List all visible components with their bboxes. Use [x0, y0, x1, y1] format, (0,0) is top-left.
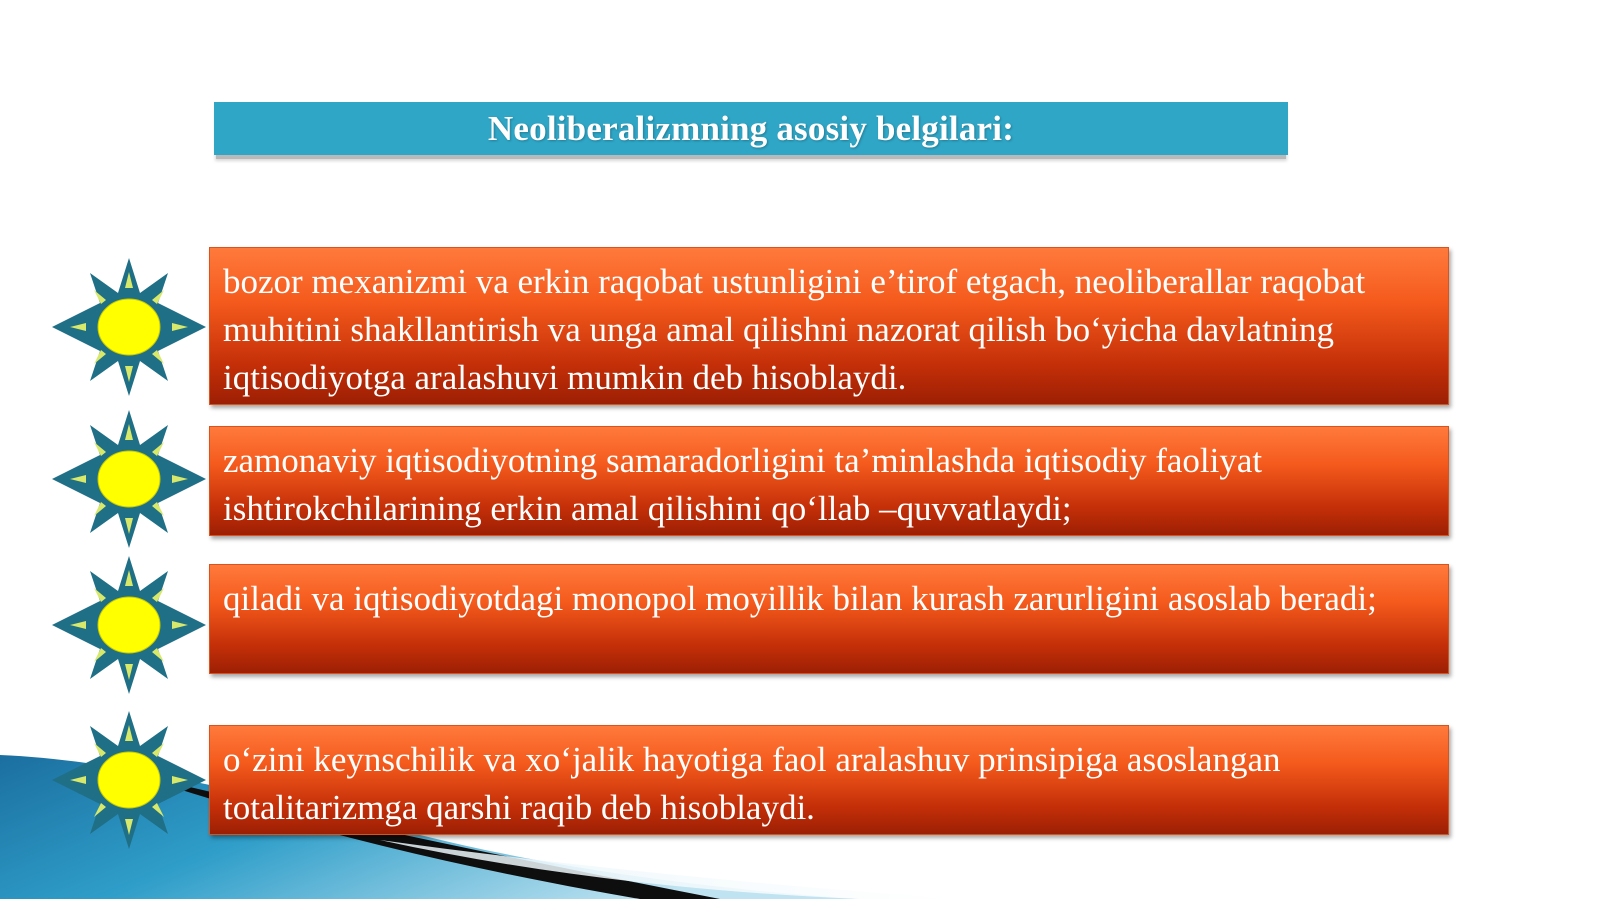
sun-icon — [52, 711, 206, 849]
bullet-text-2: zamonaviy iqtisodiyotning samaradorligini ta’minlashda iqtisodiy faoliyat ishtirokchilarining erkin amal qilishini qo‘llab –quvvatlaydi; — [223, 441, 1263, 528]
bullet-box-4 — [209, 725, 1449, 835]
bullet-box-3 — [209, 564, 1449, 674]
bullet-box-1 — [209, 247, 1449, 405]
bullet-text-4: o‘zini keynschilik va xo‘jalik hayotiga faol aralashuv prinsipiga asoslangan totalitarizmga qarshi raqib deb hisoblaydi. — [223, 740, 1281, 827]
bullet-text-1: bozor mexanizmi va erkin raqobat ustunligini e’tirof etgach, neoliberallar raqobat muhitini shakllantirish va unga amal qilishni nazorat qilish bo‘yicha davlatning iqtisodiyotga aralashuvi mumkin deb hisoblaydi. — [223, 262, 1366, 397]
sun-icon — [52, 258, 206, 396]
sun-icon — [52, 410, 206, 548]
title-banner — [214, 102, 1288, 155]
slide-title: Neoliberalizmning asosiy belgilari: — [487, 108, 1015, 148]
bullet-box-2 — [209, 426, 1449, 536]
bullet-text-3: qiladi va iqtisodiyotdagi monopol moyillik bilan kurash zarurligini asoslab beradi; — [223, 579, 1377, 618]
sun-icon — [52, 556, 206, 694]
